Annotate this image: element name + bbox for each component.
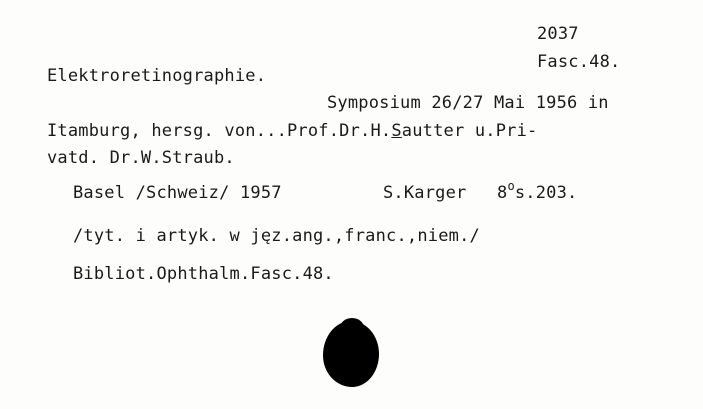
underlined-initial: S xyxy=(391,121,402,141)
call-number: 2037 xyxy=(537,24,579,44)
format-superscript: o xyxy=(507,179,515,193)
format-number: 8 xyxy=(497,183,508,203)
format-and-pages xyxy=(497,179,578,204)
punch-hole xyxy=(323,321,379,387)
description-line-2-end: autter u.Pri- xyxy=(401,121,538,141)
imprint-place-year: Basel /Schweiz/ 1957 xyxy=(73,183,282,203)
fascicle-reference: Fasc.48. xyxy=(537,52,621,72)
description-line-3: vatd. Dr.W.Straub. xyxy=(47,148,235,168)
description-line-2-start: Itamburg, hersg. von...Prof.Dr.H. xyxy=(47,121,392,141)
language-note: /tyt. i artyk. w jęz.ang.,franc.,niem./ xyxy=(73,226,480,246)
card-title: Elektroretinographie. xyxy=(47,66,267,86)
page-count: s.203. xyxy=(514,183,578,203)
description-line-1: Symposium 26/27 Mai 1956 in xyxy=(327,93,609,113)
imprint-publisher: S.Karger xyxy=(383,183,467,203)
description-line-2 xyxy=(47,121,537,141)
series-note: Bibliot.Ophthalm.Fasc.48. xyxy=(73,264,334,284)
